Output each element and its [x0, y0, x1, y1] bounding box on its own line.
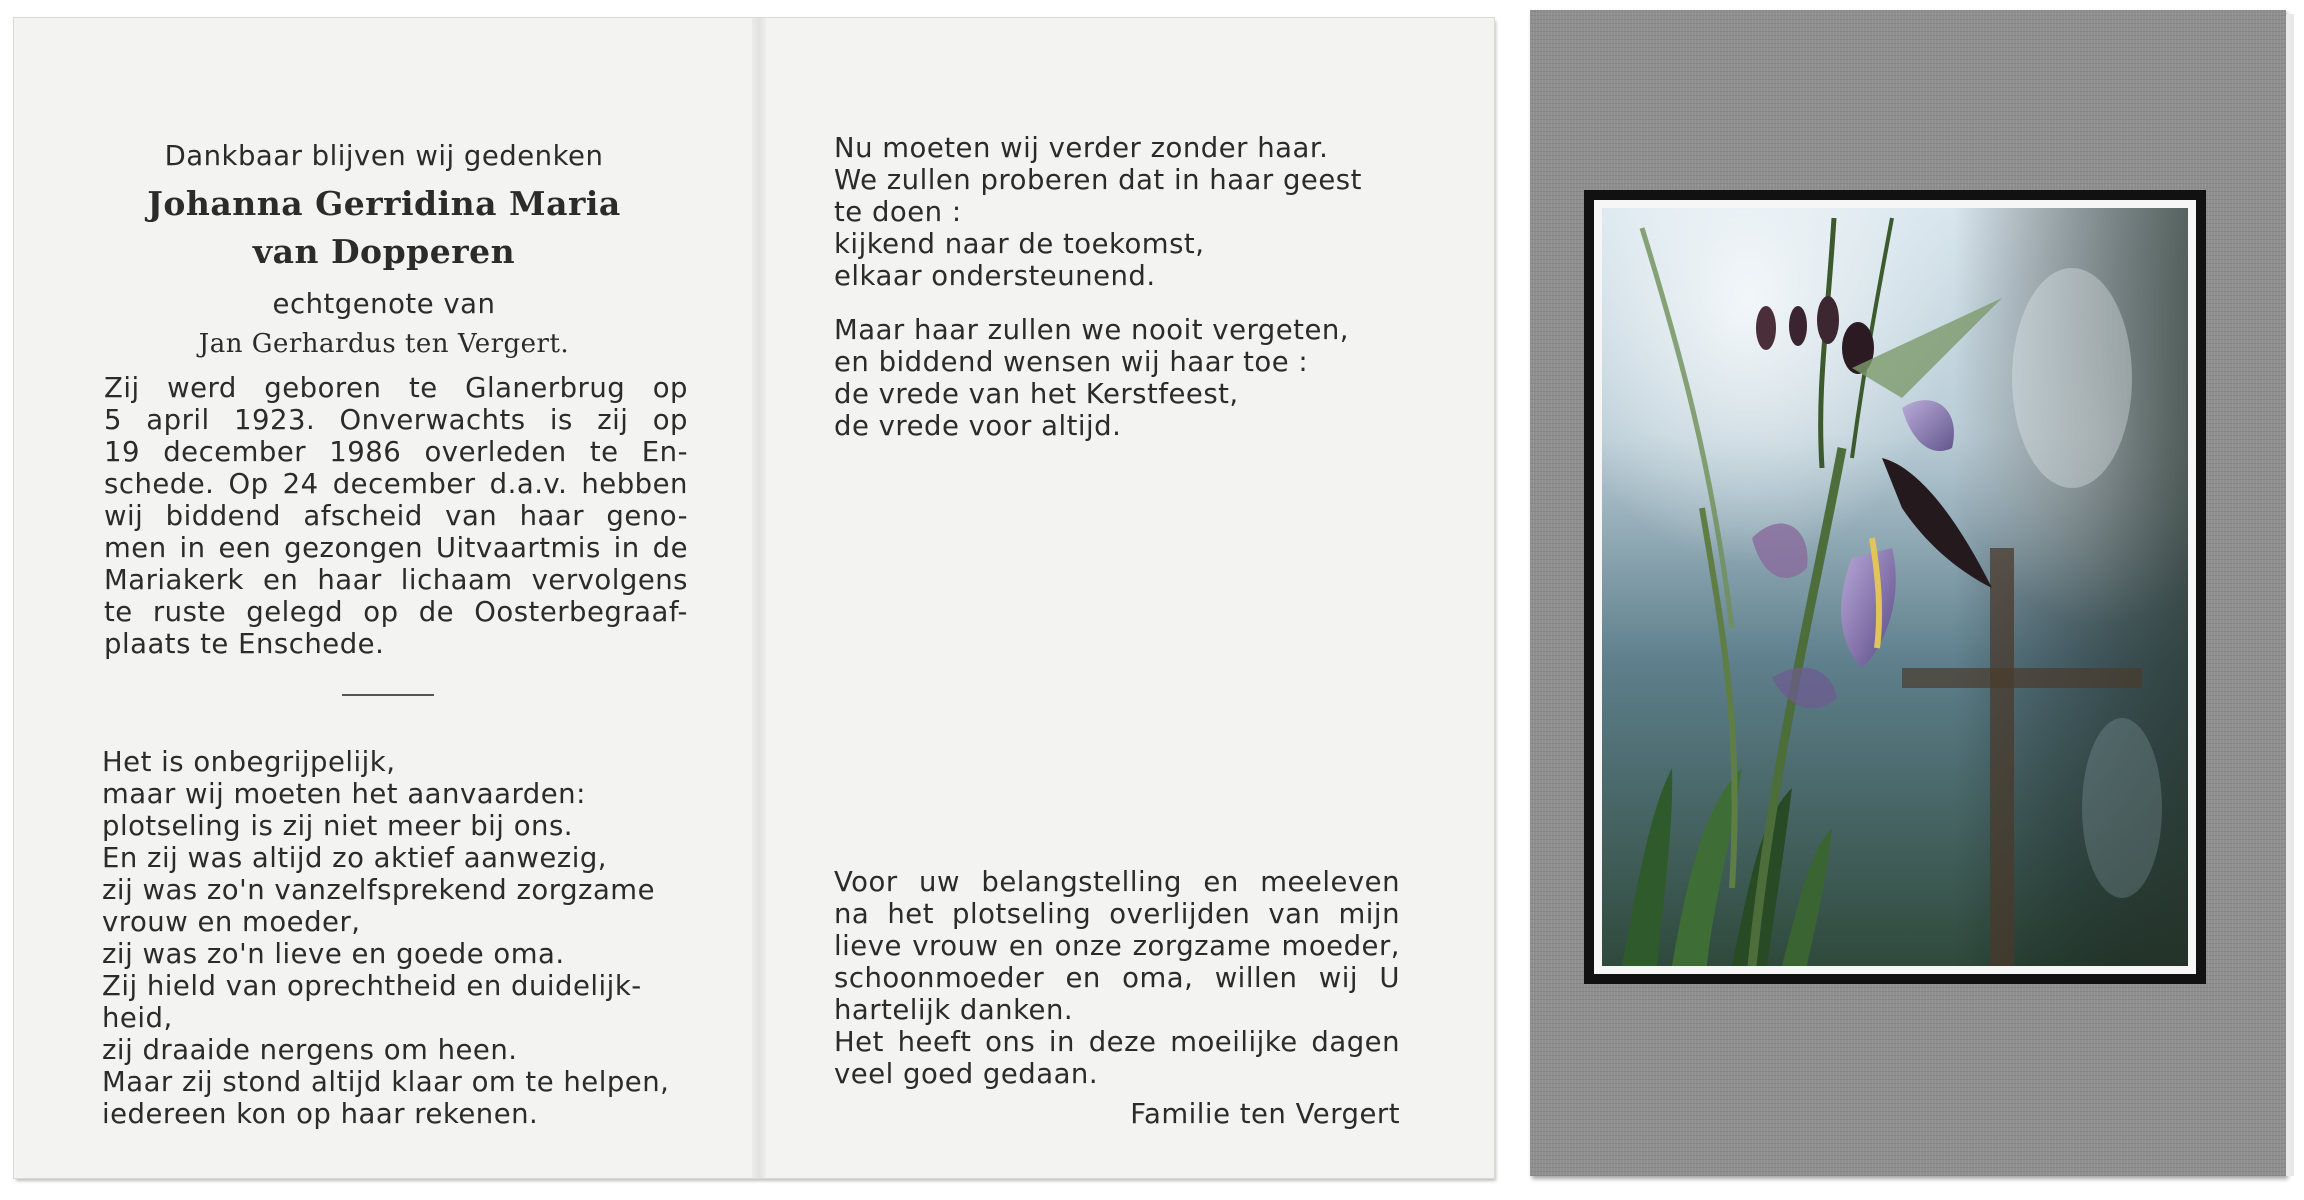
thanks-line: hartelijk danken. — [834, 994, 1074, 1026]
poem-line: zij was zo'n vanzelfsprekend zorgzame — [102, 874, 656, 906]
bio-line: te ruste gelegd op de Oosterbegraaf- — [104, 596, 688, 628]
iris-flower-cross-photo — [1602, 208, 2188, 966]
poem-line: Het is onbegrijpelijk, — [102, 746, 396, 778]
verse1-line: te doen : — [834, 196, 962, 228]
thanks-line: Voor uw belangstelling en meeleven — [834, 866, 1400, 898]
poem-line: plotseling is zij niet meer bij ons. — [102, 810, 574, 842]
bio-line: plaats te Enschede. — [104, 628, 385, 660]
bio-line: 19 december 1986 overleden te En- — [104, 436, 688, 468]
verse1-line: kijkend naar de toekomst, — [834, 228, 1205, 260]
poem-line: Maar zij stond altijd klaar om te helpen, — [102, 1066, 670, 1098]
poem-line: zij draaide nergens om heen. — [102, 1034, 518, 1066]
thanks-line: Het heeft ons in deze moeilijke dagen — [834, 1026, 1400, 1058]
cover-edge — [2286, 14, 2294, 1176]
spouse-label: echtgenote van — [272, 288, 496, 320]
family-signature: Familie ten Vergert — [1130, 1098, 1400, 1130]
poem-line: vrouw en moeder, — [102, 906, 361, 938]
intro-text: Dankbaar blijven wij gedenken — [164, 140, 604, 172]
photo-frame — [1584, 190, 2206, 984]
poem-line: En zij was altijd zo aktief aanwezig, — [102, 842, 608, 874]
verse2-line: de vrede voor altijd. — [834, 410, 1122, 442]
section-divider — [342, 694, 434, 696]
bio-line: men in een gezongen Uitvaartmis in de — [104, 532, 688, 564]
verse2-line: Maar haar zullen we nooit vergeten, — [834, 314, 1350, 346]
deceased-name-line1: Johanna Gerridina Maria — [147, 184, 621, 223]
bio-line: schede. Op 24 december d.a.v. hebben — [104, 468, 688, 500]
bio-line: wij biddend afscheid van haar geno- — [104, 500, 688, 532]
verse1-line: Nu moeten wij verder zonder haar. — [834, 132, 1329, 164]
card-fold — [752, 18, 766, 1178]
memorial-card-cover — [1530, 10, 2286, 1176]
bio-line: 5 april 1923. Onverwachts is zij op — [104, 404, 688, 436]
bio-line: Zij werd geboren te Glanerbrug op — [104, 372, 688, 404]
thanks-line: lieve vrouw en onze zorgzame moeder, — [834, 930, 1400, 962]
thanks-line: veel goed gedaan. — [834, 1058, 1099, 1090]
deceased-name-line2: van Dopperen — [252, 232, 516, 271]
poem-line: heid, — [102, 1002, 173, 1034]
poem-line: maar wij moeten het aanvaarden: — [102, 778, 586, 810]
poem-line: iedereen kon op haar rekenen. — [102, 1098, 539, 1130]
verse2-line: en biddend wensen wij haar toe : — [834, 346, 1309, 378]
thanks-line: schoonmoeder en oma, willen wij U — [834, 962, 1400, 994]
photo-mat — [1594, 200, 2196, 974]
verse2-line: de vrede van het Kerstfeest, — [834, 378, 1239, 410]
bio-line: Mariakerk en haar lichaam vervolgens — [104, 564, 688, 596]
thanks-line: na het plotseling overlijden van mijn — [834, 898, 1400, 930]
poem-line: zij was zo'n lieve en goede oma. — [102, 938, 565, 970]
poem-line: Zij hield van oprechtheid en duidelijk- — [102, 970, 642, 1002]
right-panel — [766, 18, 1494, 1178]
left-panel — [14, 18, 752, 1178]
spouse-name: Jan Gerhardus ten Vergert. — [198, 329, 570, 359]
verse1-line: We zullen proberen dat in haar geest — [834, 164, 1362, 196]
verse1-line: elkaar ondersteunend. — [834, 260, 1156, 292]
memorial-card-inside — [14, 18, 1494, 1178]
